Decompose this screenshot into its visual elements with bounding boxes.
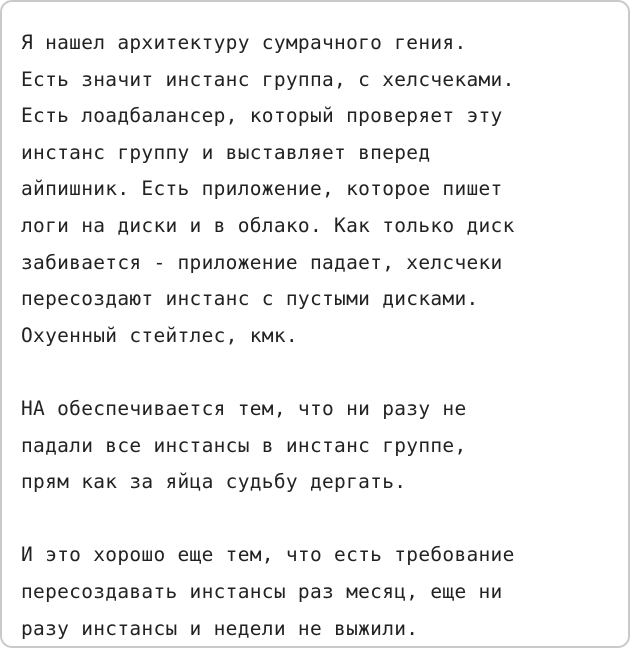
text-line: Охуенный стейтлес, кмк. bbox=[21, 323, 298, 347]
text-line: пересоздавать инстансы раз месяц, еще ни bbox=[21, 579, 503, 603]
text-line: разу инстансы и недели не выжили. bbox=[21, 616, 419, 640]
text-line: Есть значит инстанс группа, с хелсчеками. bbox=[21, 67, 515, 91]
text-line: айпишник. Есть приложение, которое пишет bbox=[21, 177, 503, 201]
text-line: падали все инстансы в инстанс группе, bbox=[21, 433, 467, 457]
text-line: логи на диски и в облако. Как только диск bbox=[21, 213, 515, 237]
text-line: Я нашел архитектуру сумрачного гения. bbox=[21, 31, 467, 54]
paragraph-gap bbox=[21, 501, 621, 538]
text-line: НА обеспечивается тем, что ни разу не bbox=[21, 396, 467, 420]
text-line: прям как за яйца судьбу дергать. bbox=[21, 470, 407, 494]
text-line: пересоздают инстанс с пустыми дисками. bbox=[21, 287, 479, 311]
text-line: инстанс группу и выставляет вперед bbox=[21, 140, 431, 164]
message-text bbox=[21, 25, 621, 647]
text-line: И это хорошо еще тем, что есть требование bbox=[21, 543, 515, 567]
text-line: забивается - приложение падает, хелсчеки bbox=[21, 250, 503, 274]
text-line: Есть лоадбалансер, который проверяет эту bbox=[21, 104, 503, 128]
paragraph-gap bbox=[21, 354, 621, 391]
